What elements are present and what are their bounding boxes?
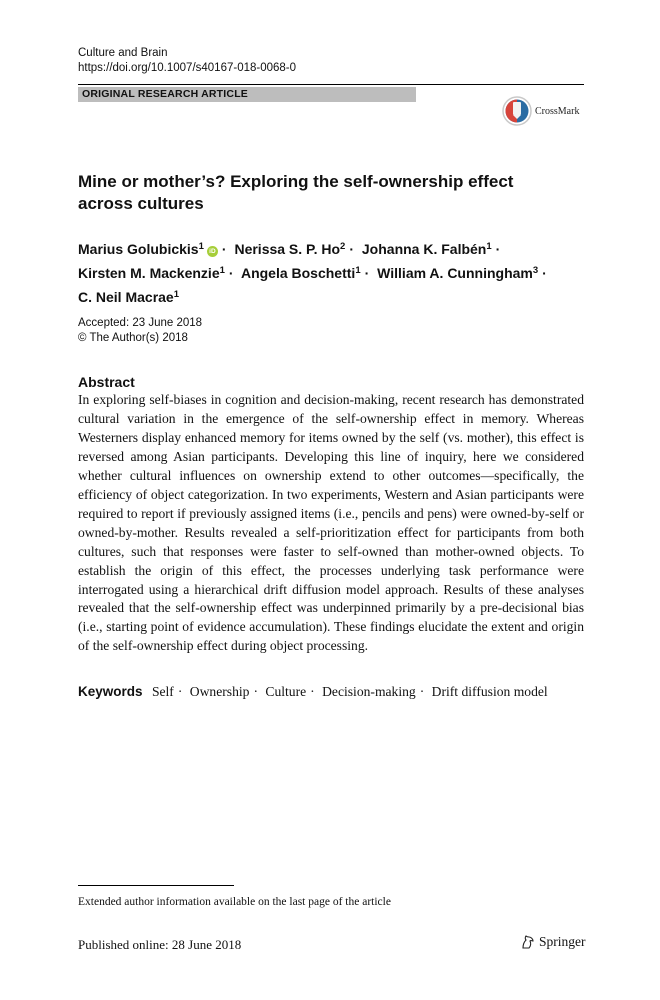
- title-line-1: Mine or mother’s? Exploring the self-ownership effect: [78, 172, 514, 191]
- crossmark-label: CrossMark: [535, 105, 580, 117]
- abstract-heading: Abstract: [78, 374, 135, 390]
- keyword: Ownership: [189, 684, 250, 699]
- author[interactable]: Kirsten M. Mackenzie$^1$: [78, 265, 225, 281]
- accepted-date: Accepted: 23 June 2018: [78, 317, 203, 329]
- keywords-heading: Keywords: [78, 684, 143, 699]
- author[interactable]: Angela Boschetti$^1$: [240, 265, 361, 281]
- author[interactable]: William A. Cunningham$^3$: [377, 265, 539, 281]
- article-title: [78, 171, 538, 215]
- keywords-section: Keywords Self · Ownership · Culture · Decision-making · Drift diffusion model: [78, 684, 548, 699]
- crossmark-icon: [502, 96, 532, 126]
- journal-name: Culture and Brain: [78, 47, 168, 59]
- author[interactable]: Marius Golubickis$^1$ iD: [78, 241, 218, 257]
- abstract-text: In exploring self-biases in cognition and decision-making, recent research has demonstrated cultural variation in the emergence of the self-ownership effect in memory. Whereas Westerners display enhanced memory for items owned by the self (vs. mother), this effect is reversed among Asian participants. Developing this line of inquiry, here we considered whether cultural influences on ownership extend to other outcomes—specifically, the efficiency of object categorization. In two experiments, Western and Asian participants were required to report if previously assigned items (i.e., pencils and pens) were owned-by-self or owned-by-mother. Results revealed a self-prioritization effect for participants from both cultures, such that responses were faster to self-owned than mother-owned objects. To establish the origin of this effect, the processes underlying task performance were interrogated using a hierarchical drift diffusion model approach. Results of these analyses revealed that the self-ownership effect was underpinned primarily by a pre-decisional bias (i.e., starting point of evidence accumulation). These findings elucidate the extent and origin of the self-ownership effect during object processing.: [78, 392, 584, 654]
- article-type-banner: ORIGINAL RESEARCH ARTICLE: [78, 87, 416, 102]
- keyword: Drift diffusion model: [431, 684, 548, 699]
- published-date: Published online: 28 June 2018: [78, 937, 242, 952]
- doi-link[interactable]: https://doi.org/10.1007/s40167-018-0068-0: [78, 62, 297, 74]
- journal-header: [78, 46, 296, 76]
- keyword: Self: [151, 684, 174, 699]
- copyright-notice: © The Author(s) 2018: [78, 332, 188, 344]
- header-rule: [78, 84, 584, 85]
- keyword: Decision-making: [322, 684, 416, 699]
- author[interactable]: Johanna K. Falbén$^1$: [361, 241, 492, 257]
- orcid-icon[interactable]: iD: [207, 246, 218, 257]
- abstract-section: [78, 374, 584, 656]
- crossmark-badge[interactable]: [502, 96, 579, 126]
- footnote-rule: [78, 885, 234, 886]
- publisher-name: Springer: [539, 934, 586, 949]
- author[interactable]: Nerissa S. P. Ho$^2$: [234, 241, 346, 257]
- springer-horse-icon: [520, 934, 536, 950]
- author-list: Marius Golubickis$^1$ iD · Nerissa S. P. $Ho^2$ · Johanna K. Falbén$^1$ · Kirsten M. Mackenzie$^1$ · Angela Boschetti$^1$ · William A. Cunningham$^3$ · C. Neil Macrae$^1$: [78, 241, 547, 305]
- article-dates: [78, 316, 202, 346]
- footnote: Extended author information available on the last page of the article: [78, 896, 391, 908]
- author[interactable]: C. Neil Macrae$^1$: [78, 289, 180, 305]
- title-line-2: across cultures: [78, 194, 204, 213]
- keyword: Culture: [265, 684, 307, 699]
- publisher-logo: [520, 934, 586, 950]
